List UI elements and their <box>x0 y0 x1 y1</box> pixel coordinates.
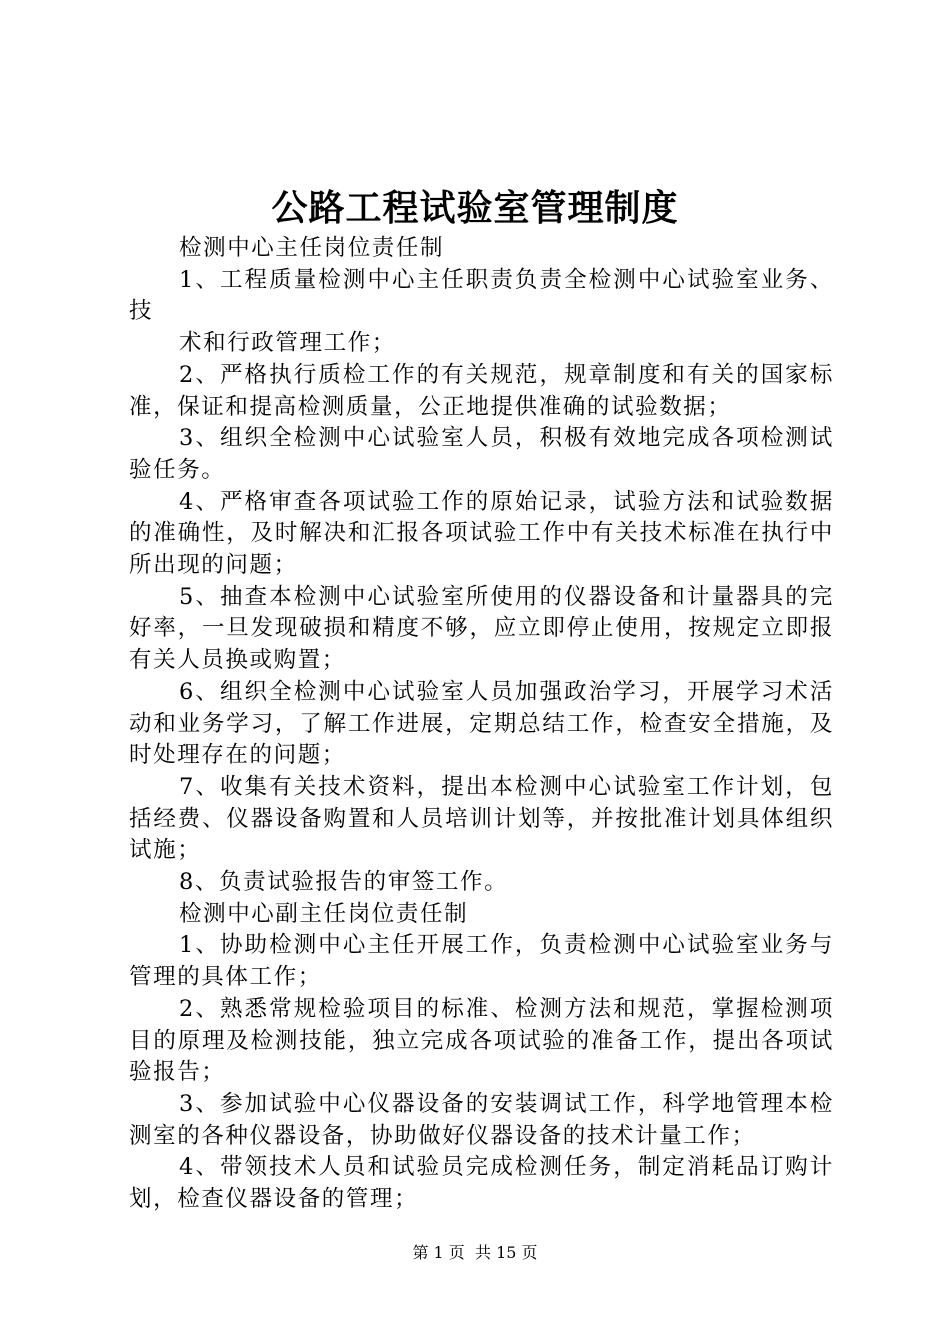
paragraph: 术和行政管理工作； <box>179 330 396 357</box>
paragraph: 1、协助检测中心主任开展工作，负责检测中心试验室业务与管理的具体工作； <box>129 932 834 991</box>
page-footer <box>0 1242 950 1264</box>
paragraph: 6、组织全检测中心试验室人员加强政治学习，开展学习术活动和业务学习，了解工作进展，定期总结工作，检查安全措施，及时处理存在的问题； <box>129 678 834 769</box>
paragraph: 3、组织全检测中心试验室人员，积极有效地完成各项检测试验任务。 <box>129 425 834 483</box>
page-total: 共 15 页 <box>474 1243 538 1262</box>
paragraph: 4、带领技术人员和试验员完成检测任务，制定消耗品订购计划，检查仪器设备的管理； <box>129 1154 834 1213</box>
paragraph: 5、抽查本检测中心试验室所使用的仪器设备和计量器具的完好率，一旦发现破损和精度不够，应立即停止使用，按规定立即报有关人员换或购置； <box>129 583 834 674</box>
paragraph: 1、工程质量检测中心主任职责负责全检测中心试验室业务、技 <box>129 266 834 325</box>
paragraph: 7、收集有关技术资料，提出本检测中心试验室工作计划，包括经费、仪器设备购置和人员培训计划等，并按批准计划具体组织试施； <box>129 773 834 864</box>
paragraph: 4、严格审查各项试验工作的原始记录，试验方法和试验数据的准确性，及时解决和汇报各项试验工作中有关技术标准在执行中所出现的问题； <box>129 488 834 579</box>
paragraph: 3、参加试验中心仪器设备的安装调试工作，科学地管理本检测室的各种仪器设备，协助做好仪器设备的技术计量工作； <box>129 1090 834 1149</box>
paragraph: 2、熟悉常规检验项目的标准、检测方法和规范，掌握检测项目的原理及检测技能，独立完成各项试验的准备工作，提出各项试验报告； <box>129 995 834 1086</box>
paragraph: 8、负责试验报告的审签工作。 <box>179 869 509 896</box>
page-number: 第 1 页 <box>412 1243 465 1262</box>
document-title: 公路工程试验室管理制度 <box>271 187 679 229</box>
section-heading: 检测中心主任岗位责任制 <box>179 235 445 261</box>
section-heading: 检测中心副主任岗位责任制 <box>179 900 469 927</box>
paragraph: 2、严格执行质检工作的有关规范，规章制度和有关的国家标准，保证和提高检测质量，公正地提供准确的试验数据； <box>129 361 834 420</box>
document-body <box>129 233 834 1216</box>
